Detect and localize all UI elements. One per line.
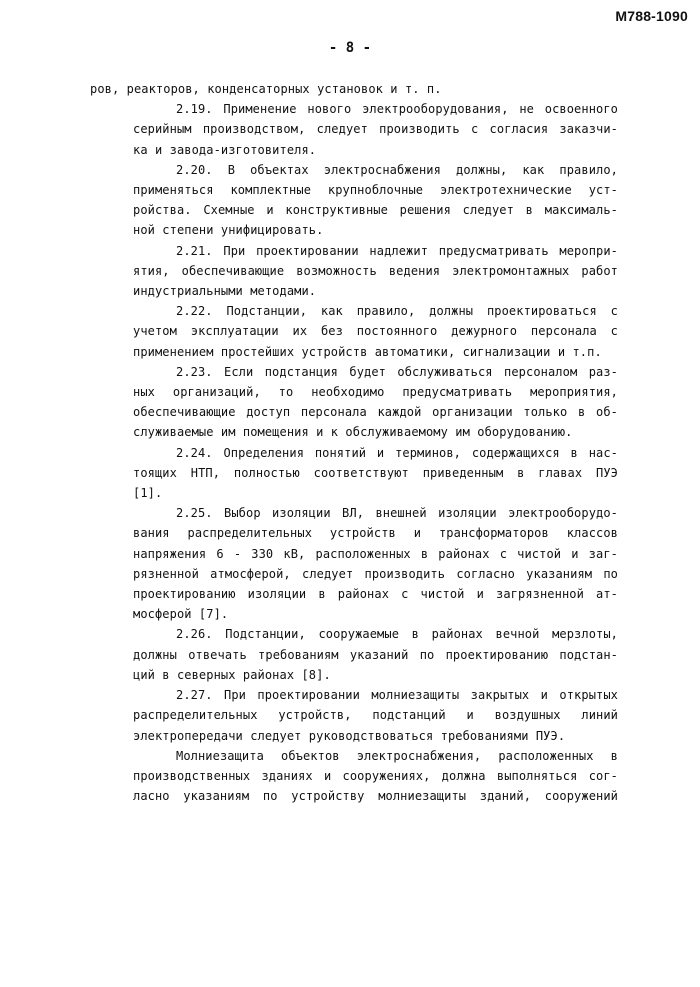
text-line: 2.27. При проектировании молниезащиты закрытых и открытых [176,688,618,703]
text-line: напряжения 6 - 330 кВ, расположенных в районах с чистой и заг- [133,546,618,561]
text-line: ных организаций, то необходимо предусматривать мероприятия, [133,385,618,400]
text-line: [1]. [133,486,163,501]
text-line: 2.22. Подстанции, как правило, должны проектироваться с [176,304,618,319]
text-line: ной степени унифицировать. [133,223,324,238]
text-line: мосферой [7]. [133,607,229,622]
text-line: серийным производством, следует производить с согласия заказчи- [133,122,618,137]
text-line: 2.19. Применение нового электрооборудования, не освоенного [176,102,618,117]
text-line: 2.26. Подстанции, сооружаемые в районах вечной мерзлоты, [176,627,618,642]
paragraph [90,503,618,624]
text-line: проектированию изоляции в районах с чистой и загрязненной ат- [133,587,618,602]
text-line: ройства. Схемные и конструктивные решения следует в максималь- [133,203,618,218]
text-line: 2.23. Если подстанция будет обслуживаться персоналом раз- [176,364,618,379]
text-line: ка и завода-изготовителя. [133,142,317,157]
text-line: должны отвечать требованиям указаний по проектированию подстан- [133,647,618,662]
paragraph [90,79,618,99]
text-line: 2.24. Определения понятий и терминов, содержащихся в нас- [176,445,618,460]
text-line: служиваемые им помещения и к обслуживаемому им оборудованию. [133,425,573,440]
paragraph [90,624,618,685]
text-line: вания распределительных устройств и трансформаторов классов [133,526,618,541]
text-line: Молниезащита объектов электроснабжения, расположенных в [176,748,618,763]
page-number: - 8 - [328,40,372,56]
paragraph [90,241,618,302]
text-line: производственных зданиях и сооружениях, должна выполняться сог- [133,768,618,783]
text-line: ятия, обеспечивающие возможность ведения электромонтажных работ [133,263,618,278]
text-line: ров, реакторов, конденсаторных установок и т. п. [90,82,442,96]
text-line: ций в северных районах [8]. [133,667,331,682]
document-code: М788-1090 [615,8,688,24]
text-line: рязненной атмосферой, следует производить согласно указаниям по [133,566,618,581]
text-line: 2.21. При проектировании надлежит предусматривать меропри- [176,243,618,258]
paragraph [90,746,618,807]
text-line: ласно указаниям по устройству молниезащиты зданий, сооружений [133,789,618,804]
text-line: обеспечивающие доступ персонала каждой организации только в об- [133,405,618,420]
text-line: электропередачи следует руководствоваться требованиями ПУЭ. [133,728,566,743]
body-text [90,79,618,806]
paragraph [90,362,618,443]
text-line: 2.25. Выбор изоляции ВЛ, внешней изоляции электрооборудо- [176,506,618,521]
text-line: применяться комплектные крупноблочные электротехнические уст- [133,183,618,198]
paragraph [90,301,618,362]
paragraph [90,443,618,504]
paragraph [90,160,618,241]
text-line: учетом эксплуатации их без постоянного дежурного персонала с [133,324,618,339]
paragraph [90,99,618,160]
text-line: тоящих НТП, полностью соответствуют приведенным в главах ПУЭ [133,465,618,480]
text-line: 2.20. В объектах электроснабжения должны, как правило, [176,162,618,177]
paragraph [90,685,618,746]
text-line: распределительных устройств, подстанций и воздушных линий [133,708,618,723]
text-line: индустриальными методами. [133,284,317,299]
text-line: применением простейших устройств автоматики, сигнализации и т.п. [133,344,602,359]
